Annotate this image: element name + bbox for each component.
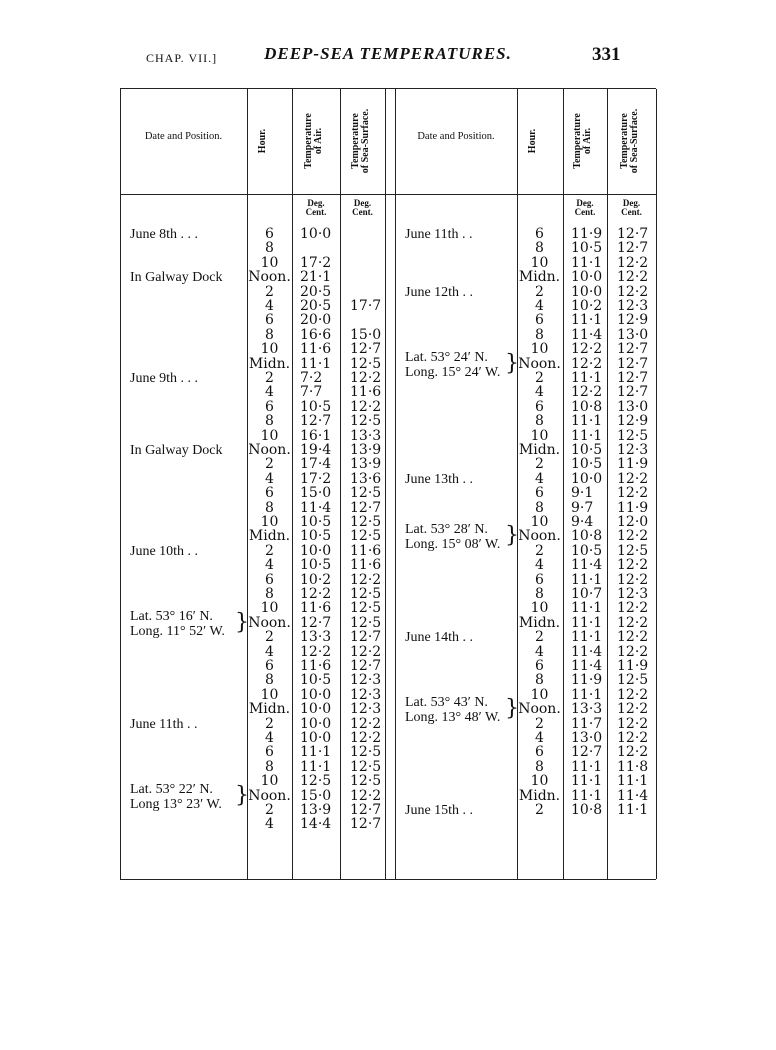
hour-cell: Noon.	[518, 355, 561, 372]
sea-temp-cell: 12·2	[617, 629, 649, 646]
hour-cell: 2	[265, 370, 274, 386]
sea-temp-cell: 12·7	[617, 370, 649, 386]
sea-temperature-header: Temperature of Sea-Surface.	[618, 108, 640, 174]
hour-cell: 2	[535, 370, 544, 386]
hour-cell: 2	[535, 456, 544, 473]
sea-temp-cell: 12·2	[617, 730, 649, 746]
sea-temp-cell: 12·7	[350, 658, 382, 674]
sea-temp-cell: 12·9	[617, 312, 649, 329]
sea-temp-cell: 11·6	[350, 557, 382, 574]
sea-temp-cell: 12·5	[350, 600, 382, 617]
air-temp-cell: 10·5	[571, 442, 603, 458]
sea-temp-cell: 11·6	[350, 384, 382, 401]
air-temp-cell: 11·9	[571, 226, 603, 242]
sea-temp-cell: 11·1	[617, 802, 649, 818]
hour-cell: 6	[535, 226, 544, 242]
sea-temp-cell: 12·7	[350, 499, 382, 516]
column-rule	[656, 89, 657, 879]
hour-cell: Noon.	[248, 442, 291, 458]
air-temp-cell: 14·4	[300, 816, 332, 833]
sea-temp-cell: 12·7	[350, 802, 382, 818]
hour-cell: 6	[535, 485, 544, 502]
column-rule	[120, 89, 121, 879]
sea-temp-cell: 12·2	[617, 269, 649, 286]
position-brace: }	[505, 696, 519, 722]
sea-temp-cell: 12·2	[350, 370, 382, 386]
hour-cell: 8	[265, 586, 274, 602]
hour-cell: 10	[530, 686, 549, 703]
air-temp-cell: 12·7	[300, 413, 332, 430]
hour-cell: 10	[260, 341, 279, 358]
air-temp-cell: 16·6	[300, 326, 332, 343]
sea-temp-cell: 12·2	[617, 643, 649, 660]
hour-cell: 2	[535, 283, 544, 300]
sea-temp-cell: 12·2	[617, 715, 649, 732]
air-temp-cell: 11·9	[571, 672, 603, 689]
air-temp-cell: 10·0	[300, 542, 332, 559]
sea-temp-cell: 12·5	[350, 744, 382, 761]
sea-temp-cell: 12·5	[350, 614, 382, 631]
position-brace: }	[505, 523, 519, 549]
latitude-label: Lat. 53° 24′ N.	[405, 349, 488, 365]
hour-cell: 4	[265, 643, 274, 660]
air-temp-cell: 9·4	[571, 514, 594, 530]
chapter-heading: CHAP. VII.]	[146, 51, 218, 65]
longitude-label: Long. 11° 52′ W.	[130, 623, 225, 639]
hour-cell: 4	[535, 730, 544, 746]
sea-temp-cell: 12·7	[617, 240, 649, 257]
air-temp-cell: 10·8	[571, 398, 603, 415]
hour-cell: 4	[265, 384, 274, 401]
latitude-label: Lat. 53° 22′ N.	[130, 781, 213, 797]
air-temp-cell: 11·7	[571, 715, 603, 732]
hour-cell: 4	[265, 470, 274, 487]
air-temp-cell: 10·2	[571, 298, 603, 314]
air-temp-cell: 11·4	[571, 643, 603, 660]
air-temp-cell: 11·6	[300, 658, 332, 674]
date-label: June 14th . .	[405, 630, 474, 646]
air-temp-cell: 10·0	[300, 715, 332, 732]
unit-label-air: Deg. Cent.	[574, 198, 596, 217]
sea-temp-cell: 15·0	[350, 326, 382, 343]
hour-cell: 8	[265, 499, 274, 516]
air-temp-cell: 20·0	[300, 312, 332, 329]
hour-cell: 6	[265, 485, 274, 502]
sea-temp-cell: 11·9	[617, 456, 649, 473]
hour-cell: 6	[265, 744, 274, 761]
latitude-label: Lat. 53° 16′ N.	[130, 608, 213, 624]
air-temp-cell: 19·4	[300, 442, 332, 458]
hour-cell: Noon.	[518, 528, 561, 545]
hour-cell: 4	[535, 470, 544, 487]
sea-temp-cell: 11·6	[350, 542, 382, 559]
sea-temp-cell: 12·2	[617, 701, 649, 718]
sea-temp-cell: 12·7	[617, 355, 649, 372]
hour-cell: 4	[535, 384, 544, 401]
air-temp-cell: 11·1	[571, 254, 603, 271]
hour-cell: Midn.	[518, 614, 561, 631]
sea-temp-cell: 12·3	[617, 298, 649, 314]
hour-header: Hour.	[526, 128, 538, 154]
sea-temp-cell: 13·0	[617, 398, 649, 415]
sea-temp-cell: 13·3	[350, 427, 382, 444]
hour-cell: 2	[265, 456, 274, 473]
air-temp-cell: 11·1	[571, 686, 603, 703]
hour-cell: 10	[260, 254, 279, 271]
hour-cell: 10	[530, 341, 549, 358]
sea-temp-cell: 11·4	[617, 787, 649, 804]
hour-cell: 10	[260, 514, 279, 530]
air-temp-cell: 10·5	[300, 398, 332, 415]
sea-temp-cell: 12·2	[617, 470, 649, 487]
hour-cell: 8	[535, 499, 544, 516]
air-temp-cell: 13·9	[300, 802, 332, 818]
unit-label-air: Deg. Cent.	[305, 198, 327, 217]
hour-cell: Noon.	[248, 787, 291, 804]
sea-temp-cell: 12·2	[617, 528, 649, 545]
sea-temp-cell: 12·2	[350, 730, 382, 746]
air-temp-cell: 10·8	[571, 802, 603, 818]
air-temp-cell: 10·0	[300, 730, 332, 746]
column-rule	[385, 89, 386, 879]
sea-temperature-header: Temperature of Sea-Surface.	[349, 108, 371, 174]
sea-temp-cell: 12·7	[617, 341, 649, 358]
sea-temp-cell: 12·5	[350, 586, 382, 602]
hour-cell: 4	[535, 557, 544, 574]
air-temp-cell: 10·5	[571, 456, 603, 473]
date-label: In Galway Dock	[130, 443, 223, 458]
sea-temp-cell: 12·2	[617, 614, 649, 631]
sea-temp-cell: 11·1	[617, 773, 649, 790]
air-temp-cell: 17·2	[300, 470, 332, 487]
sea-temp-cell: 12·3	[350, 672, 382, 689]
sea-temp-cell: 12·5	[350, 514, 382, 530]
position-brace: }	[505, 350, 519, 376]
header-rule	[120, 194, 656, 195]
air-temp-cell: 10·5	[300, 514, 332, 530]
air-temp-cell: 11·6	[300, 600, 332, 617]
hour-cell: Noon.	[248, 269, 291, 286]
column-rule	[395, 89, 396, 879]
hour-cell: 8	[535, 672, 544, 689]
air-temp-cell: 13·3	[300, 629, 332, 646]
air-temp-cell: 20·5	[300, 283, 332, 300]
date-label: June 12th . .	[405, 284, 474, 300]
hour-cell: 8	[535, 758, 544, 775]
sea-temp-cell: 12·5	[350, 485, 382, 502]
hour-cell: 6	[535, 571, 544, 588]
latitude-label: Lat. 53° 43′ N.	[405, 695, 488, 711]
sea-temp-cell: 12·3	[350, 701, 382, 718]
sea-temp-cell: 12·2	[617, 744, 649, 761]
longitude-label: Long. 15° 24′ W.	[405, 364, 501, 380]
hour-cell: 2	[265, 542, 274, 559]
sea-temp-cell: 12·7	[617, 226, 649, 242]
air-temp-cell: 10·0	[571, 283, 603, 300]
air-temp-cell: 10·2	[300, 571, 332, 588]
air-temp-cell: 11·1	[300, 758, 332, 775]
hour-cell: Noon.	[518, 701, 561, 718]
air-temp-cell: 10·0	[571, 470, 603, 487]
sea-temp-cell: 12·2	[617, 557, 649, 574]
hour-cell: 2	[535, 715, 544, 732]
sea-temp-cell: 12·2	[617, 485, 649, 502]
hour-cell: 6	[265, 658, 274, 674]
sea-temp-cell: 12·2	[617, 686, 649, 703]
air-temp-cell: 9·1	[571, 485, 594, 502]
longitude-label: Long 13° 23′ W.	[130, 796, 222, 812]
hour-cell: 10	[530, 427, 549, 444]
hour-cell: Noon.	[248, 614, 291, 631]
air-temp-cell: 11·6	[300, 341, 332, 358]
sea-temp-cell: 11·9	[617, 658, 649, 674]
hour-cell: 2	[535, 629, 544, 646]
air-temp-cell: 10·0	[300, 701, 332, 718]
hour-cell: 8	[535, 586, 544, 602]
air-temp-cell: 10·7	[571, 586, 603, 602]
hour-cell: Midn.	[518, 787, 561, 804]
air-temp-cell: 10·5	[300, 672, 332, 689]
air-temp-cell: 11·4	[571, 557, 603, 574]
longitude-label: Long. 15° 08′ W.	[405, 537, 501, 553]
air-temp-cell: 11·1	[571, 370, 603, 386]
sea-temp-cell: 11·8	[617, 758, 649, 775]
air-temp-cell: 11·1	[571, 758, 603, 775]
hour-cell: 4	[265, 298, 274, 314]
air-temp-cell: 7·7	[300, 384, 323, 401]
sea-temp-cell: 17·7	[350, 298, 382, 314]
sea-temp-cell: 12·5	[350, 773, 382, 790]
air-temp-cell: 11·1	[571, 787, 603, 804]
date-label: June 8th . . .	[130, 227, 199, 242]
hour-cell: 6	[535, 398, 544, 415]
hour-cell: 6	[535, 658, 544, 674]
hour-header: Hour.	[256, 128, 268, 154]
air-temp-cell: 12·7	[300, 614, 332, 631]
air-temp-cell: 11·1	[300, 744, 332, 761]
longitude-label: Long. 13° 48′ W.	[405, 710, 501, 726]
date-label: June 13th . .	[405, 471, 474, 487]
sea-temp-cell: 12·7	[350, 629, 382, 646]
sea-temp-cell: 12·5	[350, 758, 382, 775]
hour-cell: 8	[265, 326, 274, 343]
hour-cell: 10	[260, 600, 279, 617]
sea-temp-cell: 12·2	[617, 254, 649, 271]
hour-cell: 10	[530, 773, 549, 790]
air-temp-cell: 10·0	[300, 226, 332, 242]
sea-temp-cell: 11·9	[617, 499, 649, 516]
air-temp-cell: 11·1	[571, 629, 603, 646]
sea-temp-cell: 12·2	[350, 571, 382, 588]
hour-cell: 10	[530, 254, 549, 271]
hour-cell: 2	[535, 542, 544, 559]
unit-label-sea: Deg. Cent.	[352, 198, 373, 217]
air-temp-cell: 11·1	[571, 413, 603, 430]
hour-cell: 8	[265, 758, 274, 775]
air-temp-cell: 12·2	[300, 643, 332, 660]
sea-temp-cell: 12·3	[617, 442, 649, 458]
air-temp-cell: 11·4	[571, 326, 603, 343]
air-temp-cell: 12·2	[571, 355, 603, 372]
hour-cell: 10	[260, 427, 279, 444]
air-temp-cell: 7·2	[300, 370, 323, 386]
sea-temp-cell: 12·2	[350, 643, 382, 660]
air-temp-cell: 10·5	[571, 240, 603, 257]
sea-temp-cell: 12·5	[617, 427, 649, 444]
air-temp-cell: 11·1	[571, 773, 603, 790]
hour-cell: 8	[265, 672, 274, 689]
hour-cell: 6	[265, 398, 274, 415]
hour-cell: Midn.	[518, 269, 561, 286]
hour-cell: Midn.	[248, 528, 291, 545]
sea-temp-cell: 12·7	[350, 816, 382, 833]
air-temp-cell: 11·4	[300, 499, 332, 516]
hour-cell: 6	[535, 312, 544, 329]
date-label: June 11th . .	[130, 716, 198, 732]
hour-cell: 10	[530, 514, 549, 530]
air-temp-cell: 10·0	[571, 269, 603, 286]
date-label: In Galway Dock	[130, 270, 223, 286]
air-temp-cell: 12·2	[571, 341, 603, 358]
air-temp-cell: 13·0	[571, 730, 603, 746]
hour-cell: Midn.	[248, 355, 291, 372]
hour-cell: 8	[535, 413, 544, 430]
air-temp-cell: 10·5	[300, 528, 332, 545]
hour-cell: 10	[530, 600, 549, 617]
position-brace: }	[235, 782, 249, 808]
air-temp-cell: 12·2	[571, 384, 603, 401]
hour-cell: 8	[535, 326, 544, 343]
air-temp-cell: 21·1	[300, 269, 332, 286]
position-brace: }	[235, 609, 249, 635]
sea-temp-cell: 13·0	[617, 326, 649, 343]
sea-temp-cell: 12·9	[617, 413, 649, 430]
hour-cell: 10	[260, 686, 279, 703]
date-label: June 9th . . .	[130, 371, 199, 386]
hour-cell: 8	[535, 240, 544, 257]
sea-temp-cell: 12·2	[617, 600, 649, 617]
air-temp-cell: 12·2	[300, 586, 332, 602]
sea-temp-cell: 12·7	[617, 384, 649, 401]
hour-cell: 4	[535, 643, 544, 660]
air-temp-cell: 11·1	[300, 355, 332, 372]
sea-temp-cell: 13·6	[350, 470, 382, 487]
page-number: 331	[592, 44, 621, 65]
hour-cell: 2	[265, 802, 274, 818]
hour-cell: 4	[265, 730, 274, 746]
hour-cell: 6	[535, 744, 544, 761]
air-temp-cell: 16·1	[300, 427, 332, 444]
hour-cell: 4	[265, 557, 274, 574]
hour-cell: 6	[265, 226, 274, 242]
date-label: June 11th . .	[405, 227, 473, 242]
sea-temp-cell: 12·3	[350, 686, 382, 703]
air-temperature-header: Temperature of Air.	[572, 113, 593, 169]
hour-cell: 10	[260, 773, 279, 790]
sea-temp-cell: 12·5	[617, 542, 649, 559]
hour-cell: 2	[265, 715, 274, 732]
temperature-table	[120, 88, 656, 880]
sea-temp-cell: 12·2	[617, 571, 649, 588]
page-title: DEEP-SEA TEMPERATURES.	[264, 44, 512, 63]
hour-cell: 4	[535, 298, 544, 314]
unit-label-sea: Deg. Cent.	[621, 198, 642, 217]
air-temp-cell: 9·7	[571, 499, 594, 516]
air-temperature-header: Temperature of Air.	[303, 113, 324, 169]
latitude-label: Lat. 53° 28′ N.	[405, 522, 488, 538]
air-temp-cell: 20·5	[300, 298, 332, 314]
sea-temp-cell: 12·5	[617, 672, 649, 689]
air-temp-cell: 11·1	[571, 427, 603, 444]
hour-cell: 2	[265, 629, 274, 646]
sea-temp-cell: 12·2	[350, 398, 382, 415]
sea-temp-cell: 12·5	[350, 413, 382, 430]
sea-temp-cell: 12·7	[350, 341, 382, 358]
sea-temp-cell: 12·0	[617, 514, 649, 530]
hour-cell: Midn.	[248, 701, 291, 718]
air-temp-cell: 11·4	[571, 658, 603, 674]
air-temp-cell: 10·0	[300, 686, 332, 703]
hour-cell: 4	[265, 816, 274, 833]
sea-temp-cell: 12·2	[350, 787, 382, 804]
sea-temp-cell: 13·9	[350, 442, 382, 458]
sea-temp-cell: 12·5	[350, 355, 382, 372]
sea-temp-cell: 12·3	[617, 586, 649, 602]
air-temp-cell: 10·5	[571, 542, 603, 559]
sea-temp-cell: 12·2	[617, 283, 649, 300]
air-temp-cell: 10·5	[300, 557, 332, 574]
date-label: June 15th . .	[405, 803, 474, 818]
air-temp-cell: 15·0	[300, 787, 332, 804]
air-temp-cell: 12·7	[571, 744, 603, 761]
air-temp-cell: 17·2	[300, 254, 332, 271]
air-temp-cell: 17·4	[300, 456, 332, 473]
date-position-header: Date and Position.	[417, 131, 495, 142]
air-temp-cell: 11·1	[571, 312, 603, 329]
air-temp-cell: 15·0	[300, 485, 332, 502]
hour-cell: 6	[265, 571, 274, 588]
hour-cell: Midn.	[518, 442, 561, 458]
air-temp-cell: 11·1	[571, 571, 603, 588]
air-temp-cell: 10·8	[571, 528, 603, 545]
date-position-header: Date and Position.	[144, 131, 223, 142]
sea-temp-cell: 12·2	[350, 715, 382, 732]
sea-temp-cell: 12·5	[350, 528, 382, 545]
air-temp-cell: 12·5	[300, 773, 332, 790]
hour-cell: 2	[535, 802, 544, 818]
hour-cell: 2	[265, 283, 274, 300]
hour-cell: 8	[265, 240, 274, 257]
air-temp-cell: 11·1	[571, 614, 603, 631]
hour-cell: 6	[265, 312, 274, 329]
air-temp-cell: 11·1	[571, 600, 603, 617]
date-label: June 10th . .	[130, 543, 199, 559]
hour-cell: 8	[265, 413, 274, 430]
air-temp-cell: 13·3	[571, 701, 603, 718]
sea-temp-cell: 13·9	[350, 456, 382, 473]
